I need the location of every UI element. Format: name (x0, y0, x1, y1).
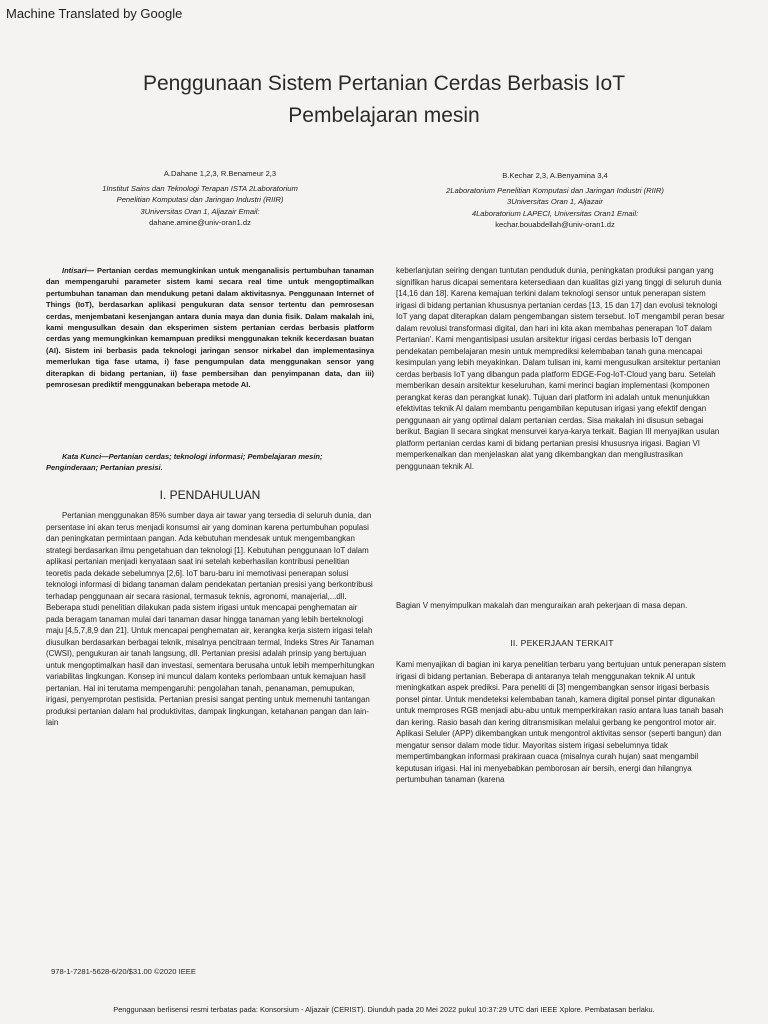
affiliation-right-3: 4Laboratorium LAPECI, Universitas Oran1 Email: (471, 208, 639, 218)
right-column-intro (396, 265, 728, 472)
machine-translation-banner: Machine Translated by Google (6, 6, 183, 21)
section-2-body (396, 659, 728, 786)
section-2-heading: II. PEKERJAAN TERKAIT (510, 638, 614, 648)
right-column-paragraph-1: keberlanjutan seiring dengan tuntutan penduduk dunia, peningkatan produksi pangan yang signifikan harus dicapai sementara ketersediaan dan kualitas gizi yang tinggi di seluruh dunia [14,16 dan 18]. Karena kemajuan terkini dalam teknologi sensor untuk penerapan sistem irigasi di bidang pertanian khususnya pertanian cerdas [13, 15 dan 17] dan evolusi teknologi IoT yang dapat diterapkan dalam pengembangan sistem tersebut. IoT mengambil peran besar dalam revolusi transformasi digital, dan hari ini kita akan membahas penerapan 'IoT dalam Pertanian'. Kami mengantisipasi usulan arsitektur irigasi cerdas berbasis IoT dengan pendekatan pembelajaran mesin untuk memprediksi kelembaban tanah guna mencapai kesimpulan yang lebih meyakinkan. Dalam tulisan ini, kami mengusulkan arsitektur pertanian cerdas berbasis IoT yang dibangun pada platform EDGE-Fog-IoT-Cloud yang baru. Setelah memberikan desain arsitektur keseluruhan, kami merinci bagian implementasi (komponen perangkat keras dan perangkat lunak). Tujuan dari platform ini adalah untuk menunjukkan efektivitas teknik AI dalam membantu pengambilan keputusan irigasi yang efektif dengan penggunaan air yang optimal dalam pertanian cerdas. Sisa makalah ini disusun sebagai berikut. Bagian II secara singkat mensurvei karya-karya terkait. Bagian III menyajikan usulan platform pertanian cerdas kami di bidang pertanian presisi khususnya irigasi. Bagian VI memperkenalkan dan menjelaskan alat yang dikembangkan dan mengilustrasikan penggunaan teknik AI. (396, 266, 725, 471)
section-1-heading: I. PENDAHULUAN (159, 488, 261, 502)
right-column-paragraph-2: Bagian V menyimpulkan makalah dan menguraikan arah pekerjaan di masa depan. (396, 601, 688, 610)
affiliation-left-1: 1Institut Sains dan Teknologi Terapan ISTA 2Laboratorium (102, 183, 298, 193)
author-block-right (390, 170, 720, 231)
keywords (46, 451, 374, 474)
paper-title-line-1: Penggunaan Sistem Pertanian Cerdas Berbasis IoT (142, 72, 626, 95)
section-1-body (46, 510, 376, 729)
footer-isbn: 978-1-7281-5628-6/20/$31.00 ©2020 IEEE (51, 967, 196, 976)
section-1-paragraph: Pertanian menggunakan 85% sumber daya air tawar yang tersedia di seluruh dunia, dan persentase ini akan terus menjadi konsumsi air yang dominan karena pertumbuhan populasi dan peningkatan permintaan pangan. Ada kebutuhan mendesak untuk mengembangkan strategi berdasarkan ilmu pengetahuan dan teknologi [1]. Kebutuhan penggunaan IoT dalam aplikasi pertanian menjadi kenyataan saat ini setelah keberhasilan kontribusi penelitian teoretis pada dekade sebelumnya [2,6]. IoT baru-baru ini memotivasi penerapan solusi teknologi informasi di bidang tanaman dalam pendekatan pertanian presisi yang berkontribusi terhadap penggunaan air secara rasional, termasuk teknis, agronomi, manajerial,...dll. Beberapa studi penelitian dilakukan pada sistem irigasi untuk mencapai penghematan air pada beragam tanaman mulai dari tanaman dasar hingga tanaman yang lebih berteknologi maju [4,5,7,8,9 dan 21]. Untuk mencapai penghematan air, kerangka kerja sistem irigasi telah diusulkan berdasarkan berbagai teknik, misalnya pencitraan termal, Indeks Stres Air Tanaman (CWSI), pengukuran air tanah langsung, dll. Pertanian presisi adalah prinsip yang bertujuan untuk mengoptimalkan hasil dan investasi, sementara berusaha untuk lebih memperhitungkan variabilitas lingkungan. Konsep ini muncul dalam konteks perlombaan untuk kemajuan hasil pertanian. Hal ini terutama mempengaruhi: pengolahan tanah, penanaman, pemupukan, irigasi, penyemprotan pestisida. Pertanian presisi sangat penting untuk memenuhi tantangan produksi pertanian dalam hal produktivitas, dampak lingkungan, ketahanan pangan dan lain-lain (46, 511, 375, 727)
author-block-left (40, 168, 360, 229)
abstract-lead: Intisari— (62, 266, 95, 275)
keywords-text: Kata Kunci—Pertanian cerdas; teknologi informasi; Pembelajaran mesin; Penginderaan; Pertanian presisi. (46, 452, 323, 473)
affiliation-left-2: Penelitian Komputasi dan Jaringan Industri (RIIR) (116, 195, 284, 204)
email-right: kechar.bouabdellah@univ-oran1.dz (495, 220, 615, 229)
footer-license: Penggunaan berlisensi resmi terbatas pada: Konsorsium - Aljazair (CERIST). Diunduh pada 20 Mei 2022 pukul 10:37:29 UTC dari IEEE Xplore. Pembatasan berlaku. (113, 1005, 655, 1014)
email-left: dahane.amine@univ-oran1.dz (149, 218, 251, 227)
affiliation-left-3: 3Universitas Oran 1, Aljazair Email: (140, 206, 260, 216)
paper-title-line-2: Pembelajaran mesin (288, 104, 480, 127)
section-2-paragraph: Kami menyajikan di bagian ini karya penelitian terbaru yang bertujuan untuk penerapan sistem irigasi di bidang pertanian. Beberapa di antaranya telah menggunakan teknik AI untuk meningkatkan aspek prediksi. Para peneliti di [3] mengembangkan sensor irigasi berbasis ponsel pintar. Untuk mendeteksi kelembaban tanah, kamera digital ponsel pintar digunakan untuk memproses RGB menjadi abu-abu untuk memperkirakan rasio antara luas tanah basah dan kering. Rasio basah dan kering ditransmisikan melalui gerbang ke pengontrol motor air. Aplikasi Seluler (APP) dikembangkan untuk mengontrol aktivitas sensor (seperti bangun) dan mengatur sensor dalam mode tidur. Mayoritas sistem irigasi sebelumnya tidak mempertimbangkan informasi prakiraan cuaca (misalnya curah hujan) saat mengambil keputusan irigasi. Hal ini menyebabkan pemborosan air bersih, energi dan hilangnya pertumbuhan tanaman (karena (396, 660, 726, 784)
abstract-body: Pertanian cerdas memungkinkan untuk menganalisis pertumbuhan tanaman dan mempengaruhi parameter sistem kami secara real time untuk mengoptimalkan pertumbuhan tanaman dan mendukung petani dalam aktivitasnya. Penggunaan Internet of Things (IoT), berdasarkan aplikasi pengukuran data sensor tertentu dan pemrosesan cerdas, menjembatani kesenjangan antara dunia maya dan dunia fisik. Dalam makalah ini, kami mengusulkan desain dan eksperimen sistem pertanian cerdas berbasis platform cerdas yang memungkinkan kemampuan prediksi menggunakan teknik kecerdasan buatan (AI). Sistem ini berbasis pada teknologi jaringan sensor nirkabel dan implementasinya memerlukan tiga fase utama, i) fase pengumpulan data menggunakan sensor yang diterapkan di bidang pertanian, ii) fase pembersihan dan penyimpanan data, dan iii) pemrosesan prediktif menggunakan beberapa metode AI. (46, 266, 374, 390)
author-names-right: B.Kechar 2,3, A.Benyamina 3,4 (502, 171, 608, 180)
paper-title (40, 68, 728, 132)
affiliation-right-2: 3Universitas Oran 1, Aljazair (507, 197, 603, 206)
author-names-left: A.Dahane 1,2,3, R.Benameur 2,3 (163, 169, 277, 178)
affiliation-right-1: 2Laboratorium Penelitian Komputasi dan Jaringan Industri (RIIR) (446, 185, 664, 195)
right-column-outline (396, 600, 728, 612)
abstract (46, 265, 374, 390)
